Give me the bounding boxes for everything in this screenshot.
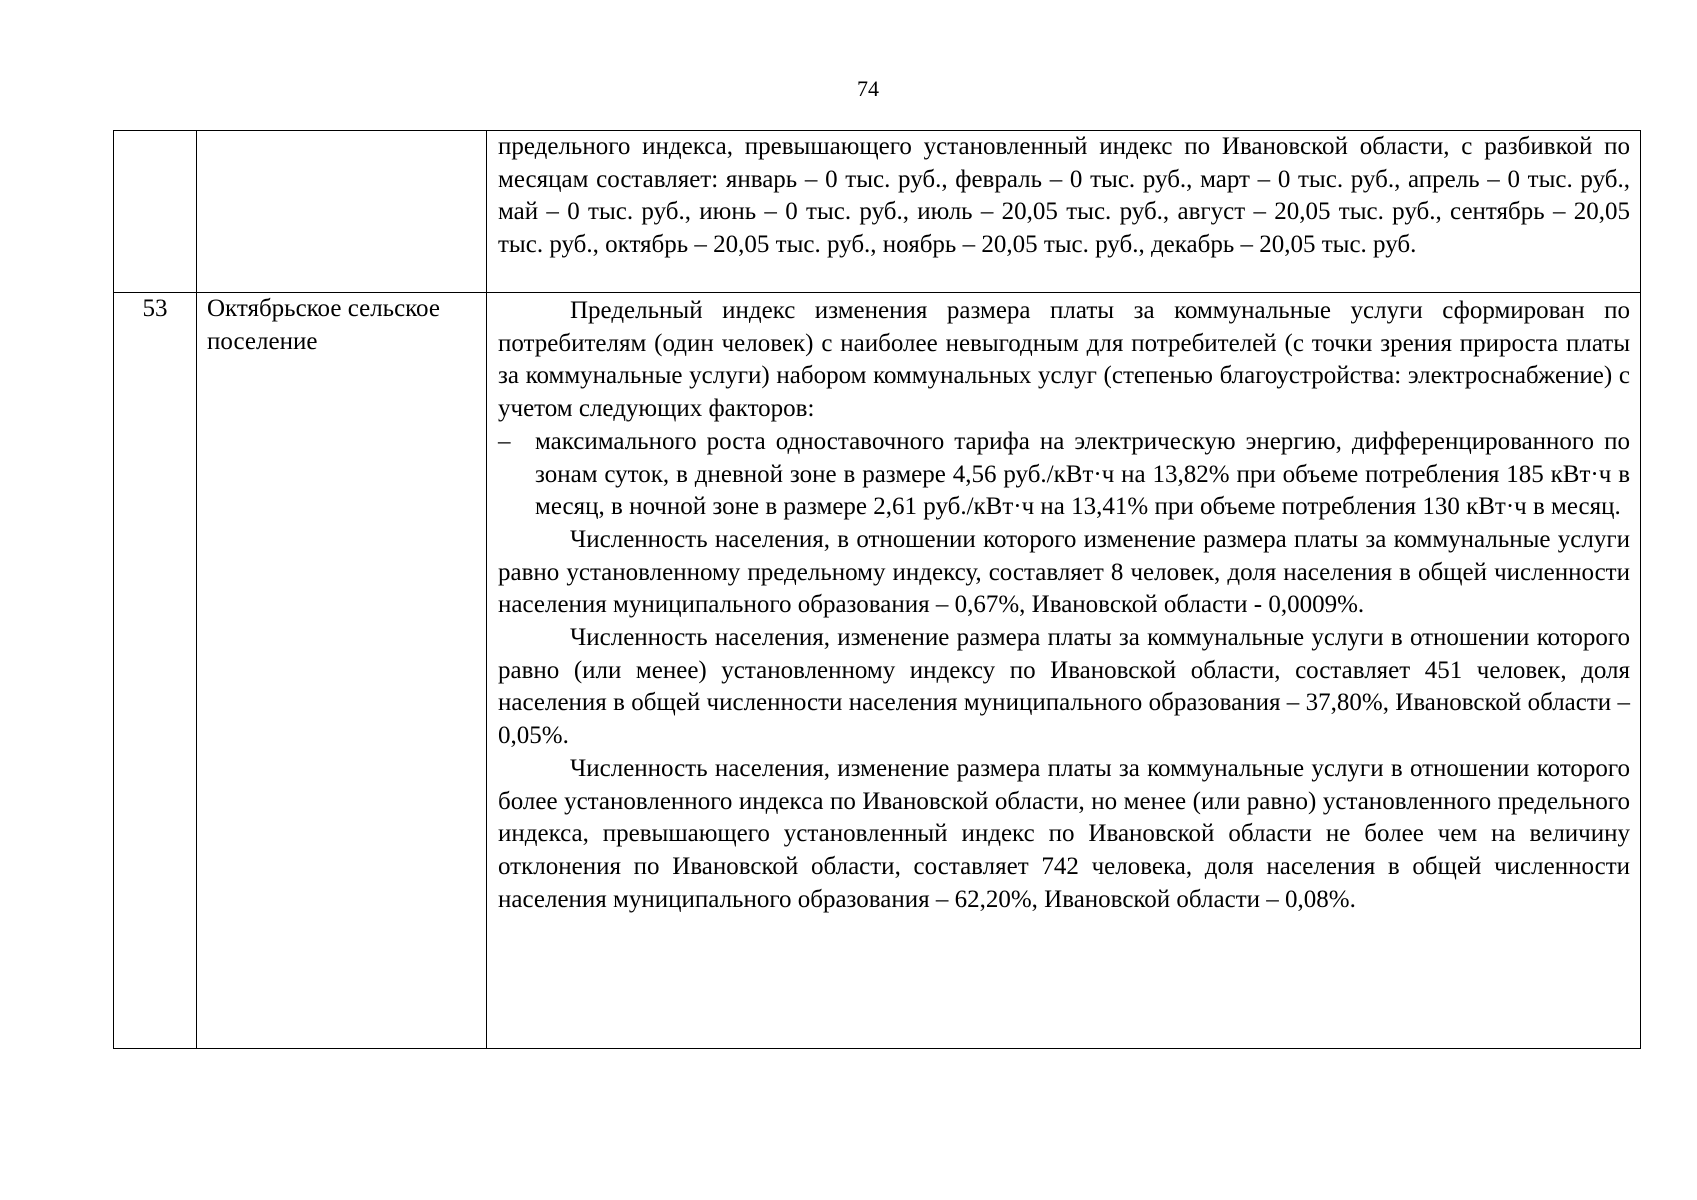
population-paragraph-3: Численность населения, изменение размера платы за коммунальные услуги в отношении которого более установленного индекса по Ивановской области, но менее (или равно) установленного предельного индекса, превышающего установленный индекс по Ивановской области не более чем на величину отклонения по Ивановской области, составляет 742 человека, доля населения в общей численности населения муниципального образования – 62,20%, Ивановской области – 0,08%. — [498, 754, 1630, 913]
description-cell — [487, 293, 1641, 1049]
municipality-cell — [197, 131, 487, 293]
row-number: 53 — [114, 293, 197, 1049]
bullet-dash: – — [498, 427, 511, 455]
bullet-text: максимального роста одноставочного тарифа на электрическую энергию, дифференцированного по зонам суток, в дневной зоне в размере 4,56 руб./кВт·ч на 13,82% при объеме потребления 185 кВт·ч в месяц, в ночной зоне в размере 2,61 руб./кВт·ч на 13,41% при объеме потребления 130 кВт·ч в месяц. — [535, 427, 1630, 521]
continuation-text: предельного индекса, превышающего установленный индекс по Ивановской области, с разбивкой по месяцам составляет: январь – 0 тыс. руб., февраль – 0 тыс. руб., март – 0 тыс. руб., апрель – 0 тыс. руб., май – 0 тыс. руб., июнь – 0 тыс. руб., июль – 20,05 тыс. руб., август – 20,05 тыс. руб., сентябрь – 20,05 тыс. руб., октябрь – 20,05 тыс. руб., ноябрь – 20,05 тыс. руб., декабрь – 20,05 тыс. руб. — [498, 133, 1630, 259]
description-cell — [487, 131, 1641, 293]
table-row-53 — [114, 293, 1641, 1049]
intro-paragraph: Предельный индекс изменения размера платы за коммунальные услуги сформирован по потребителям (один человек) с наиболее невыгодным для потребителей (с точки зрения прироста платы за коммунальные услуги) набором коммунальных услуг (степенью благоустройства: электроснабжение) с учетом следующих факторов: — [498, 297, 1630, 423]
municipality-name: Октябрьское сельское поселение — [197, 293, 487, 1049]
table-row-continuation — [114, 131, 1641, 293]
population-paragraph-2: Численность населения, изменение размера платы за коммунальные услуги в отношении которого равно (или менее) установленному индексу по Ивановской области, составляет 451 человек, доля населения в общей численности населения муниципального образования – 37,80%, Ивановской области – 0,05%. — [498, 624, 1630, 750]
bullet-item — [498, 426, 1630, 524]
population-paragraph-1: Численность населения, в отношении которого изменение размера платы за коммунальные услуги равно установленному предельному индексу, составляет 8 человек, доля населения в общей численности населения муниципального образования – 0,67%, Ивановской области - 0,0009%. — [498, 525, 1630, 619]
page-number: 74 — [857, 76, 879, 101]
tariff-index-table — [113, 130, 1641, 1049]
number-cell — [114, 131, 197, 293]
